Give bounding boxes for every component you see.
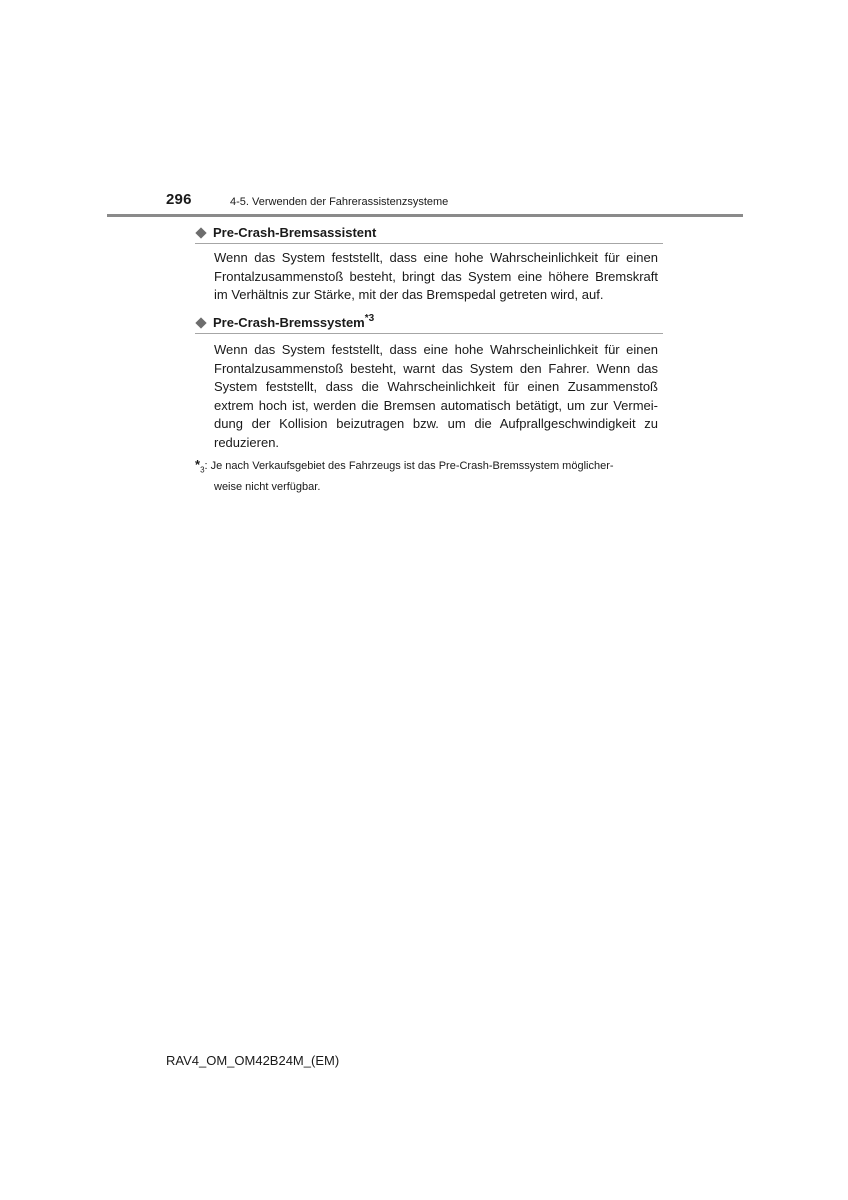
text-line: Wenn das System feststellt, dass eine hohe Wahrscheinlichkeit für einen <box>214 250 658 265</box>
footnote-text: : Je nach Verkaufsgebiet des Fahrzeugs ist das Pre-Crash-Bremssystem möglicher- <box>204 460 614 472</box>
footnote-text-continued: weise nicht verfügbar. <box>214 480 321 493</box>
section-title: 4-5. Verwenden der Fahrerassistenzsysteme <box>230 196 449 208</box>
text-line: im Verhältnis zur Stärke, mit der das Bremspedal getreten wird, auf. <box>214 287 604 303</box>
header-divider <box>107 214 743 217</box>
footnote <box>195 457 665 495</box>
text-line: System feststellt, dass die Wahrscheinlichkeit für einen Zusammenstoß <box>214 379 658 395</box>
text-line: reduzieren. <box>214 434 280 450</box>
text-line: Frontalzusammenstoß besteht, warnt das System den Fahrer. Wenn das <box>214 360 658 376</box>
paragraph-bremssystem <box>214 341 658 453</box>
footnote-number: 3 <box>200 465 205 475</box>
paragraph-bremsassistent <box>214 249 658 305</box>
text-line: dung der Kollision beizutragen bzw. um die Aufprallgeschwindigkeit zu <box>214 416 658 432</box>
text-line: extrem hoch ist, werden die Bremsen automatisch betätigt, um zur Vermei- <box>214 397 658 413</box>
footnote-reference: *3 <box>364 313 375 324</box>
diamond-bullet-icon <box>195 227 206 238</box>
text-line: Wenn das System feststellt, dass eine hohe Wahrscheinlichkeit für einen <box>214 342 658 357</box>
text-line: Frontalzusammenstoß besteht, bringt das System eine höhere Bremskraft <box>214 268 658 284</box>
diamond-bullet-icon <box>195 317 206 328</box>
heading-pre-crash-bremssystem <box>195 314 663 334</box>
footnote-asterisk: * <box>195 457 201 472</box>
heading-text: Pre-Crash-Bremssystem <box>213 315 365 330</box>
document-code: RAV4_OM_OM42B24M_(EM) <box>166 1053 340 1068</box>
heading-pre-crash-bremsassistent <box>195 224 663 244</box>
heading-text: Pre-Crash-Bremsassistent <box>213 225 377 240</box>
page-number: 296 <box>166 191 192 208</box>
footnote-marker <box>195 457 205 475</box>
